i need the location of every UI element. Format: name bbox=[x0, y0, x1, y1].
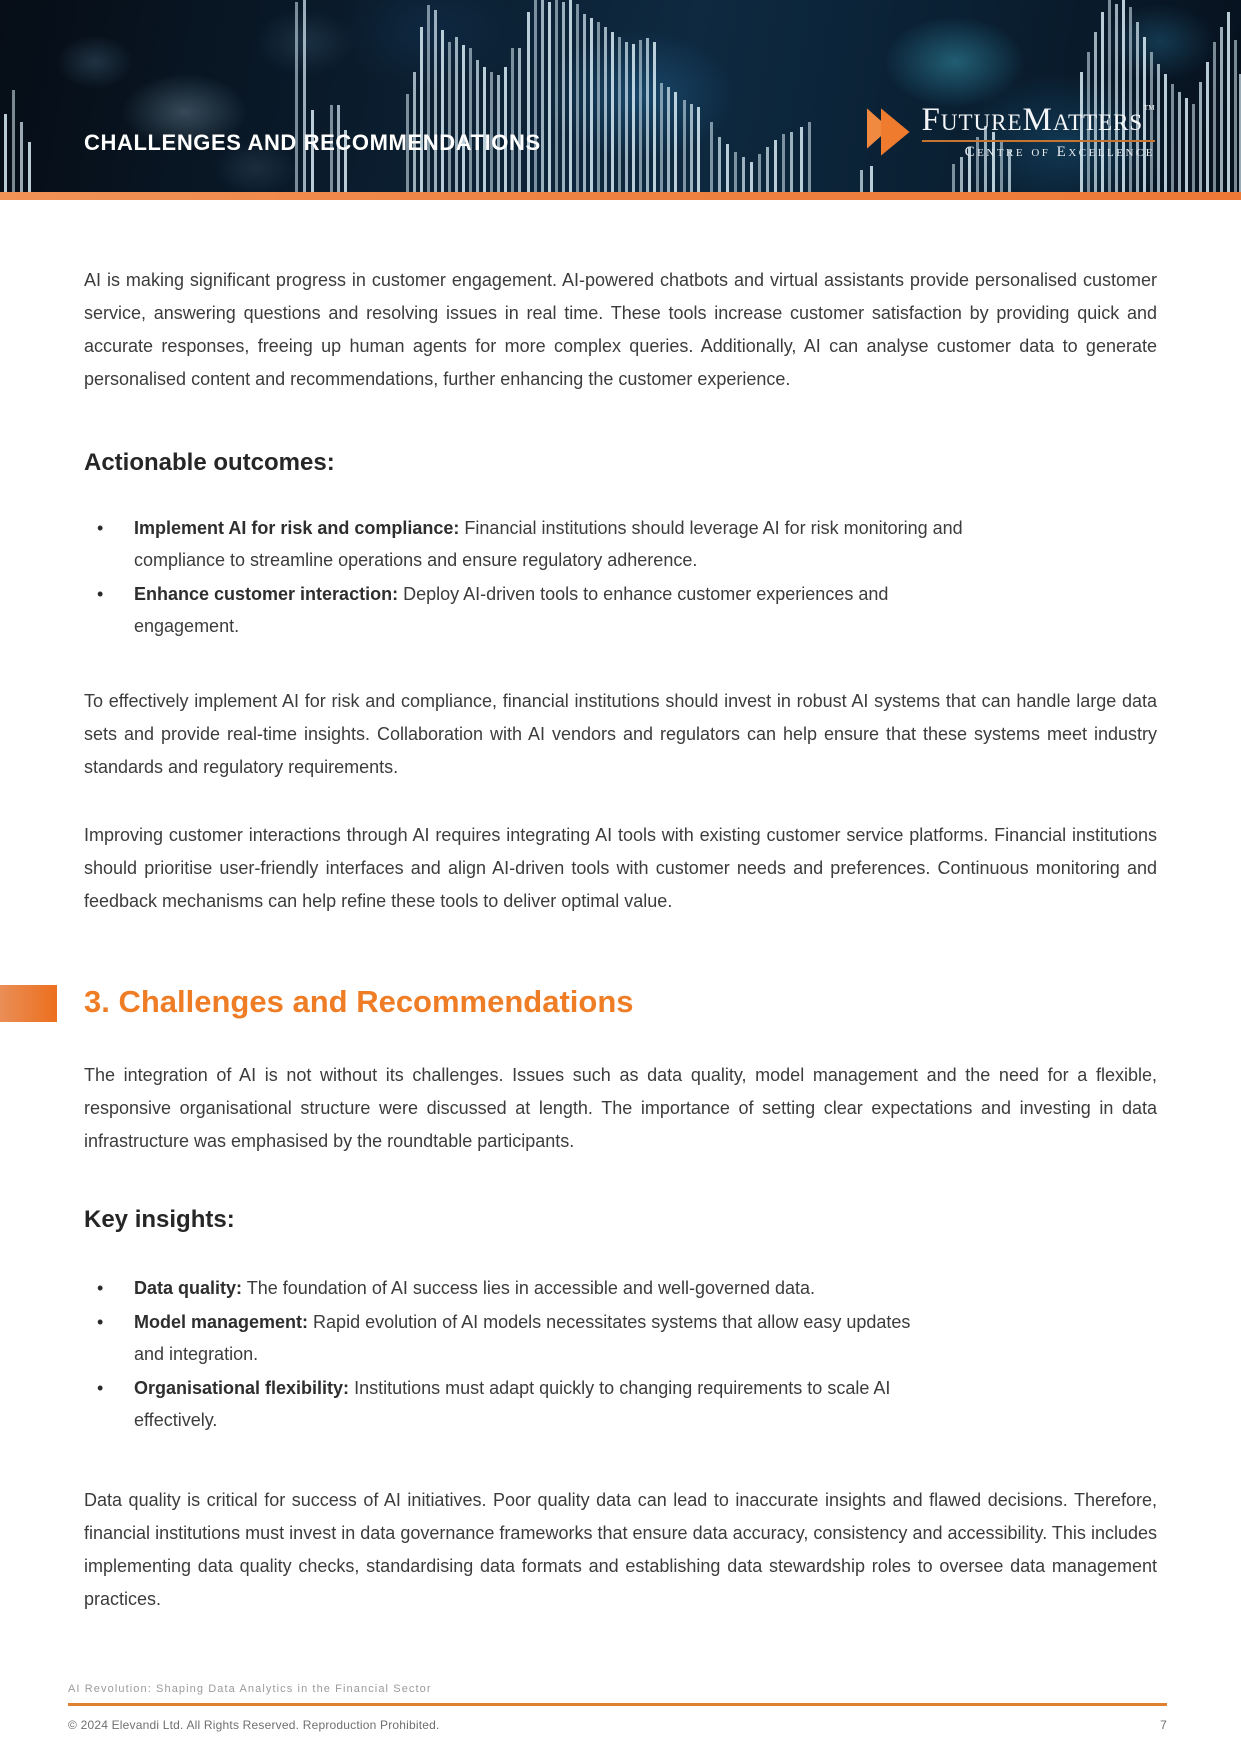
bullet-lead: Organisational flexibility: bbox=[134, 1378, 350, 1398]
page-number: 7 bbox=[1160, 1718, 1167, 1732]
trademark-symbol: ™ bbox=[1143, 102, 1155, 116]
integration-paragraph: The integration of AI is not without its challenges. Issues such as data quality, model management and the need for a flexible, responsive organisational structure were discussed at length. The importance of setting clear expectations and investing in data infrastructure was emphasised by the roundtable participants. bbox=[84, 1065, 1157, 1151]
list-item bbox=[84, 578, 984, 642]
customer-interactions-paragraph: Improving customer interactions through AI requires integrating AI tools with existing customer service platforms. Financial institutions should prioritise user-friendly interfaces and align AI-driven tools with customer needs and preferences. Continuous monitoring and feedback mechanisms can help refine these tools to deliver optimal value. bbox=[84, 825, 1157, 911]
logo-tagline: Centre of Excellence bbox=[964, 144, 1155, 160]
bullet-lead: Enhance customer interaction: bbox=[134, 584, 399, 604]
logo-brand-text: FutureMatters bbox=[921, 102, 1144, 138]
bullet-text: Financial institutions should leverage AI for risk monitoring and compliance to streamline operations and ensure regulatory adherence. bbox=[134, 518, 963, 570]
actionable-outcomes-list bbox=[84, 512, 984, 642]
logo-brand-name bbox=[922, 104, 1155, 137]
key-insights-list bbox=[84, 1272, 944, 1436]
risk-compliance-paragraph: To effectively implement AI for risk and compliance, financial institutions should invest in robust AI systems that can handle large data sets and provide real-time insights. Collaboration with AI vendors and regulators can help ensure that these systems meet industry standards and regulatory requirements. bbox=[84, 691, 1157, 777]
page-content bbox=[0, 264, 1241, 1616]
actionable-outcomes-heading: Actionable outcomes: bbox=[84, 449, 335, 476]
intro-paragraph: AI is making significant progress in customer engagement. AI-powered chatbots and virtual assistants provide personalised customer service, answering questions and resolving issues in real time. These tools increase customer satisfaction by providing quick and accurate responses, freeing up human agents for more complex queries. Additionally, AI can analyse customer data to generate personalised content and recommendations, further enhancing the customer experience. bbox=[84, 270, 1157, 389]
bullet-lead: Implement AI for risk and compliance: bbox=[134, 518, 460, 538]
data-quality-paragraph: Data quality is critical for success of AI initiatives. Poor quality data can lead to inaccurate insights and flawed decisions. Therefore, financial institutions must invest in data governance frameworks that ensure data accuracy, consistency and accessibility. This includes implementing data quality checks, standardising data formats and establishing data stewardship roles to oversee data management practices. bbox=[84, 1490, 1157, 1609]
header-section-title: CHALLENGES AND RECOMMENDATIONS bbox=[84, 130, 541, 155]
section-heading: 3. Challenges and Recommendations bbox=[84, 984, 634, 1019]
double-chevron-icon bbox=[867, 108, 909, 156]
bullet-text: Institutions must adapt quickly to changing requirements to scale AI effectively. bbox=[134, 1378, 891, 1430]
bullet-text: Rapid evolution of AI models necessitates systems that allow easy updates and integration. bbox=[134, 1312, 911, 1364]
waveform-bars-icon bbox=[0, 0, 1241, 192]
footer-document-title: AI Revolution: Shaping Data Analytics in the Financial Sector bbox=[68, 1683, 432, 1695]
bullet-lead: Data quality: bbox=[134, 1278, 243, 1298]
key-insights-heading: Key insights: bbox=[84, 1206, 235, 1233]
bullet-lead: Model management: bbox=[134, 1312, 309, 1332]
header-accent-bar bbox=[0, 192, 1241, 200]
list-item bbox=[84, 1306, 944, 1370]
page-footer bbox=[68, 1683, 1167, 1732]
logo-text-block bbox=[922, 104, 1155, 161]
list-item bbox=[84, 512, 984, 576]
footer-divider-line bbox=[68, 1703, 1167, 1706]
footer-meta-row bbox=[68, 1718, 1167, 1732]
section-accent-block bbox=[0, 985, 57, 1022]
page-header bbox=[0, 0, 1241, 192]
list-item bbox=[84, 1372, 944, 1436]
list-item bbox=[84, 1272, 944, 1304]
chevron-triangle-right bbox=[881, 108, 910, 156]
bullet-text: The foundation of AI success lies in accessible and well-governed data. bbox=[246, 1278, 816, 1298]
copyright-text: © 2024 Elevandi Ltd. All Rights Reserved. Reproduction Prohibited. bbox=[68, 1718, 440, 1732]
bullet-text: Deploy AI-driven tools to enhance customer experiences and engagement. bbox=[134, 584, 889, 636]
logo-divider-line bbox=[922, 140, 1155, 142]
section-heading-row bbox=[84, 982, 1157, 1022]
futurematters-logo bbox=[867, 104, 1155, 161]
